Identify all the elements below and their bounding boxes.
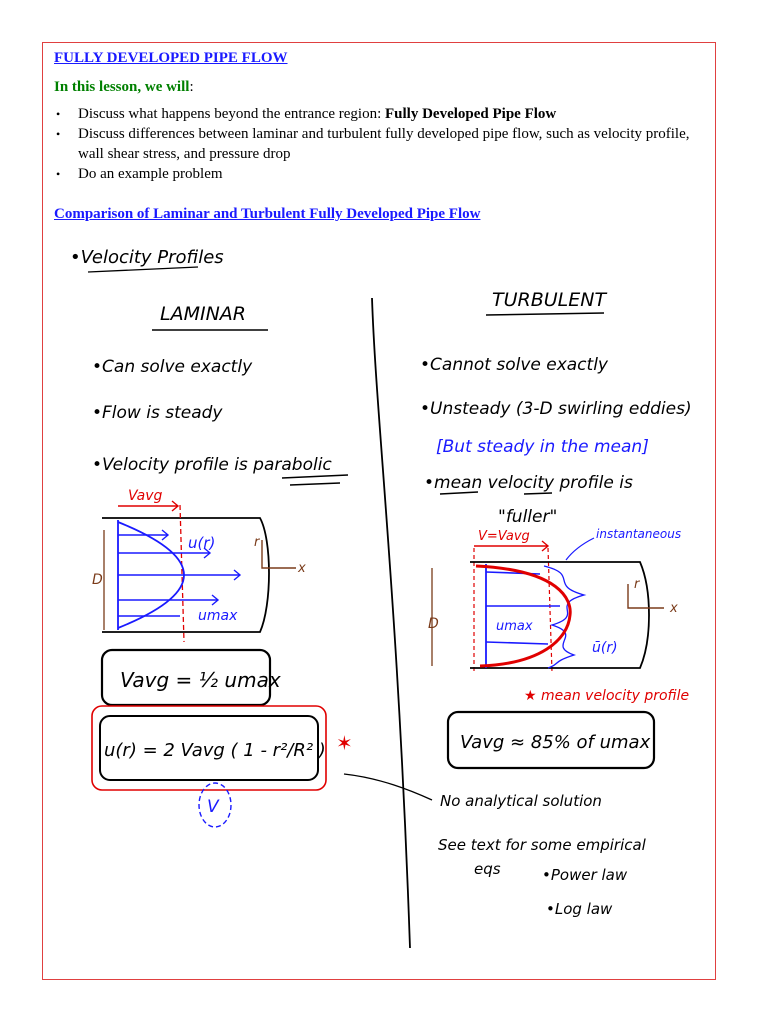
see-text-eqs: eqs — [474, 860, 501, 878]
velocity-profiles-heading: •Velocity Profiles — [70, 247, 224, 268]
objective-text: Discuss differences between laminar and turbulent fully developed pipe flow, such as velocity profile, wall shear stress, and pressure drop — [78, 126, 690, 162]
laminar-heading: LAMINAR — [160, 303, 246, 325]
log-law-item: •Log law — [546, 900, 613, 918]
steady-in-mean-note: [But steady in the mean] — [436, 437, 649, 457]
x-axis-label: x — [298, 561, 306, 576]
mean-u-label: ū(r) — [592, 640, 618, 656]
important-star-icon: ✶ — [336, 731, 353, 755]
vavg-label: Vavg — [128, 488, 163, 504]
laminar-item: •Flow is steady — [92, 403, 223, 423]
laminar-item: •Velocity profile is parabolic — [92, 455, 332, 475]
turbulent-vavg-equation: Vavg ≈ 85% of umax — [460, 732, 651, 753]
instantaneous-label: instantaneous — [596, 527, 682, 541]
fuller-note: "fuller" — [498, 507, 558, 527]
objective-text: Do an example problem — [78, 166, 223, 182]
mean-profile-label: ★ mean velocity profile — [524, 688, 690, 704]
power-law-item: •Power law — [542, 866, 628, 884]
turbulent-item: •Cannot solve exactly — [420, 355, 608, 375]
turbulent-pipe-diagram — [428, 527, 689, 704]
umax-label: umax — [496, 619, 533, 634]
umax-label: umax — [198, 608, 238, 624]
page-title[interactable]: FULLY DEVELOPED PIPE FLOW — [54, 50, 288, 66]
objective-bold: Fully Developed Pipe Flow — [385, 106, 557, 122]
v-equals-vavg-label: V=Vavg — [478, 529, 530, 544]
r-axis-label: r — [254, 535, 260, 550]
intro-lead: In this lesson, we will — [54, 79, 190, 95]
divider-line — [372, 298, 410, 948]
ur-label: u(r) — [188, 534, 216, 552]
mean-profile-note: •mean velocity profile is — [424, 473, 633, 493]
diameter-label: D — [428, 616, 439, 632]
r-axis-label: r — [634, 577, 640, 592]
ur-equation: u(r) = 2 Vavg ( 1 - r²/R² ) — [104, 740, 326, 761]
laminar-pipe-diagram — [92, 488, 306, 642]
intro-colon: : — [189, 79, 194, 95]
no-analytical-solution: No analytical solution — [440, 792, 602, 810]
laminar-item: •Can solve exactly — [92, 357, 253, 377]
x-axis-label: x — [670, 601, 678, 616]
v-label: V — [207, 797, 219, 817]
turbulent-item: •Unsteady (3-D swirling eddies) — [420, 399, 692, 419]
objective-text: Discuss what happens beyond the entrance region: — [78, 106, 385, 122]
diameter-label: D — [92, 572, 103, 588]
see-text-note: See text for some empirical — [438, 836, 646, 854]
vavg-equation: Vavg = ½ umax — [120, 668, 281, 692]
turbulent-heading: TURBULENT — [492, 289, 607, 311]
comparison-subtitle[interactable]: Comparison of Laminar and Turbulent Fully Developed Pipe Flow — [54, 206, 481, 222]
